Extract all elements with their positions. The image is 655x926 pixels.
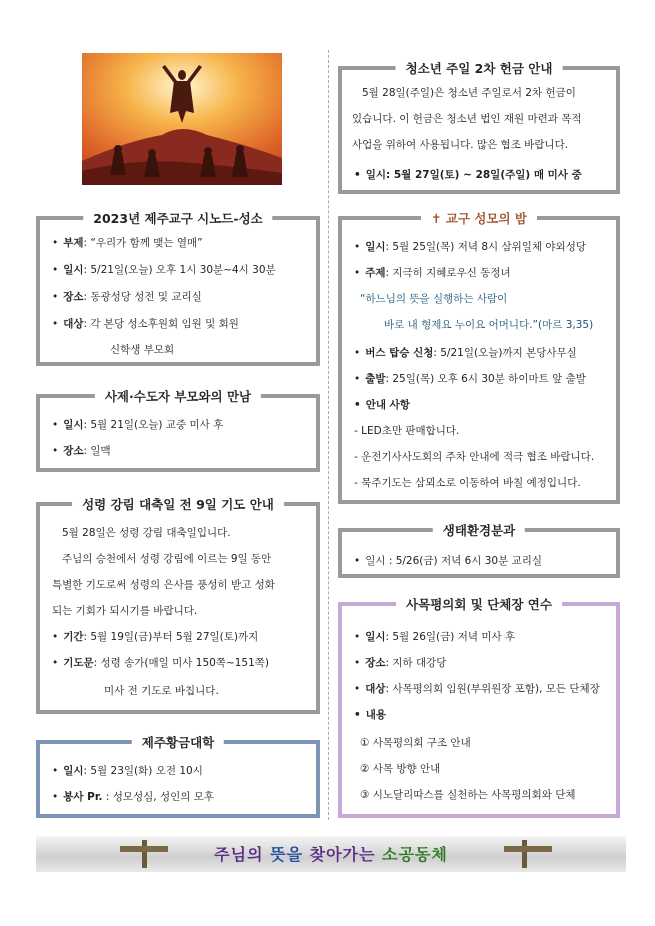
mary-night-title: ✝ 교구 성모의 밤 [421, 209, 537, 227]
ascension-illustration [82, 53, 282, 185]
synod-date-row: • 일시: 5/21일(오늘) 오후 1시 30분~4시 30분 [52, 263, 308, 277]
youth-offering-title: 청소년 주일 2차 헌금 안내 [396, 59, 563, 77]
synod-place-row: • 장소: 동광성당 성전 및 교리실 [52, 290, 308, 304]
council-training-box [338, 597, 620, 818]
mary-theme-row: • 주제: 지극히 지혜로우신 동정녀 [354, 266, 608, 280]
mary-notice-3: - 묵주기도는 삼뫼소로 이동하여 바칠 예정입니다. [354, 477, 581, 489]
council-item-2: ② 사목 방향 안내 [360, 763, 441, 775]
council-content-heading: • 내용 [354, 708, 608, 722]
mary-notice-heading: • 안내 사항 [354, 398, 608, 412]
eco-date-row: • 일시 : 5/26(금) 저녁 6시 30분 교리실 [354, 554, 608, 568]
mary-bus-row: • 버스 탑승 신청: 5/21일(오늘)까지 본당사무실 [354, 346, 608, 360]
novena-prayer-extra: 미사 전 기도로 바칩니다. [104, 685, 219, 697]
eco-box [338, 523, 620, 578]
eco-title: 생태환경분과 [433, 521, 525, 539]
slogan-text: 주님의 뜻을 찾아가는 소공동체 [214, 845, 448, 864]
council-date-row: • 일시: 5월 26일(금) 저녁 미사 후 [354, 630, 608, 644]
mary-date-row: • 일시: 5월 25일(목) 저녁 8시 삼위일체 야외성당 [354, 240, 608, 254]
golden-university-box [36, 735, 320, 818]
synod-box [36, 211, 320, 366]
novena-paragraph: 5월 28일은 성령 강림 대축일입니다. 주님의 승천에서 성령 강림에 이르는 9일 동안 특별한 기도로써 성령의 은사를 풍성히 받고 성화 되는 기회가 되시기를 바랍니다. [52, 527, 275, 617]
mary-notice-2: - 운전기사사도회의 주차 안내에 적극 협조 바랍니다. [354, 451, 595, 463]
column-divider [328, 50, 329, 820]
novena-title: 성령 강림 대축일 전 9일 기도 안내 [72, 495, 284, 513]
youth-date-row: • 일시: 5월 27일(토) ~ 28일(주일) 매 미사 중 [354, 168, 608, 182]
synod-target-row: • 대상: 각 본당 성소후원회 임원 및 회원 [52, 317, 308, 331]
synod-title: 2023년 제주교구 시노드-성소 [83, 209, 272, 227]
council-item-3: ③ 시노달리따스를 실천하는 사목평의회와 단체 [360, 789, 576, 801]
slogan-banner [36, 836, 626, 872]
council-training-title: 사목평의회 및 단체장 연수 [396, 595, 562, 613]
mary-quote-line1: “하느님의 뜻을 실행하는 사람이 [360, 293, 508, 305]
synod-target-extra: 신학생 부모회 [110, 344, 175, 356]
council-target-row: • 대상: 사목평의회 임원(부위원장 포함), 모든 단체장 [354, 682, 608, 696]
council-place-row: • 장소: 지하 대강당 [354, 656, 608, 670]
golden-university-title: 제주황금대학 [132, 733, 224, 751]
mary-night-box [338, 211, 620, 504]
youth-offering-box [338, 61, 620, 194]
council-item-1: ① 사목평의회 구조 안내 [360, 737, 471, 749]
novena-period-row: • 기간: 5월 19일(금)부터 5월 27일(토)까지 [52, 630, 308, 644]
golden-service-row: • 봉사 Pr. : 성모성심, 성인의 모후 [52, 790, 308, 804]
novena-prayer-row: • 기도문: 성령 송가(매일 미사 150쪽~151쪽) [52, 656, 308, 670]
parents-title: 사제·수도자 부모와의 만남 [95, 387, 261, 405]
golden-date-row: • 일시: 5월 23일(화) 오전 10시 [52, 764, 308, 778]
parents-place-row: • 장소: 일맥 [52, 444, 308, 458]
mary-quote-line2: 바로 내 형제요 누이요 어머니다.”(마르 3,35) [384, 319, 594, 331]
youth-paragraph: 5월 28일(주일)은 청소년 주일로서 2차 헌금이 있습니다. 이 헌금은 청소년 법인 재원 마련과 목적 사업을 위하여 사용됩니다. 많은 협조 바랍니다. [352, 87, 582, 151]
synod-theme-row: • 부제: “우리가 함께 맺는 열매” [52, 236, 308, 250]
mary-departure-row: • 출발: 25일(목) 오후 6시 30분 하이마트 앞 출발 [354, 372, 608, 386]
parents-box [36, 389, 320, 472]
mary-notice-1: - LED초만 판매합니다. [354, 425, 460, 437]
novena-box [36, 497, 320, 714]
parents-date-row: • 일시: 5월 21일(오늘) 교중 미사 후 [52, 418, 308, 432]
